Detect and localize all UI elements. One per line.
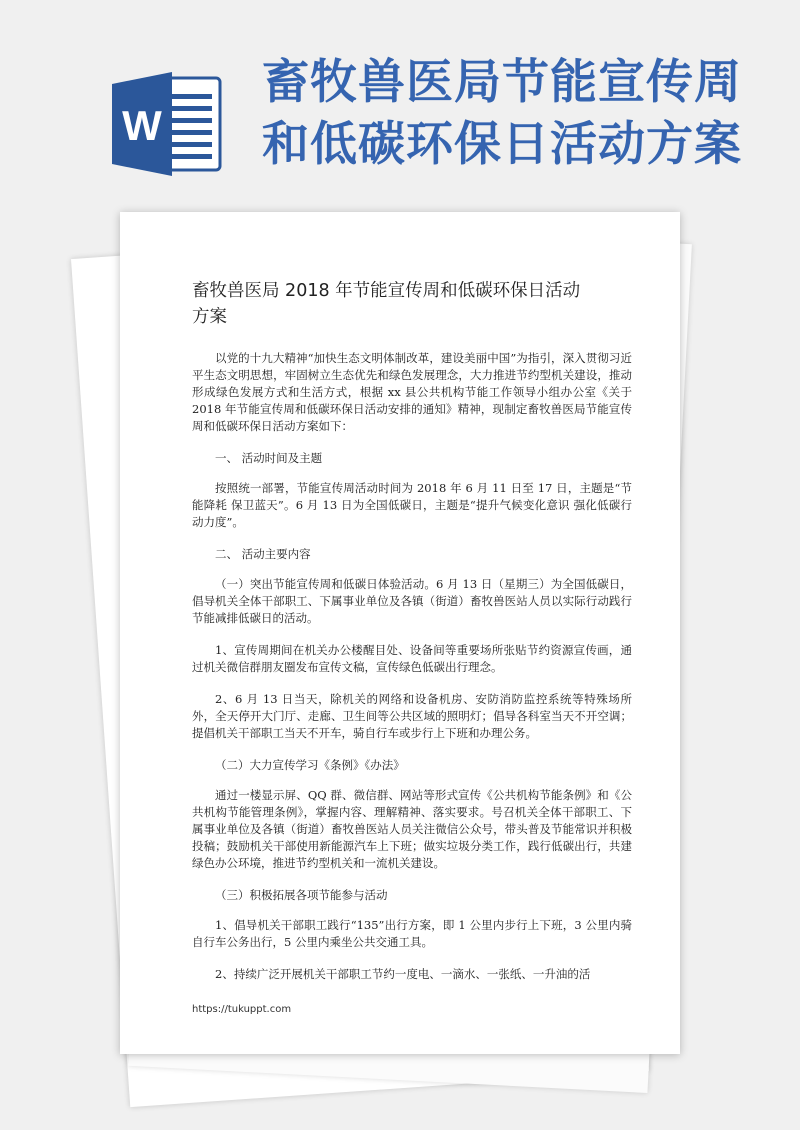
paragraph: 2、持续广泛开展机关干部职工节约一度电、一滴水、一张纸、一升油的活 xyxy=(215,967,591,981)
paragraph: （一）突出节能宣传周和低碳日体验活动。6 月 13 日（星期三）为全国低碳日，倡导机关全体干部职工、下属事业单位及各镇（街道）畜牧兽医站人员以实际行动践行节能减排低碳日的活动。 xyxy=(192,577,632,625)
word-logo-icon xyxy=(112,70,224,178)
paragraph: 通过一楼显示屏、QQ 群、微信群、网站等形式宣传《公共机构节能条例》和《公共机构节能管理条例》，掌握内容、理解精神、落实要求。号召机关全体干部职工、下属事业单位及各镇（街道）畜牧兽医站人员关注微信公众号，带头普及节能常识并积极投稿；鼓励机关干部使用新能源汽车上下班；做实垃圾分类工作，践行低碳出行，共建绿色办公环境，推进节约型机关和一流机关建设。 xyxy=(192,788,632,870)
banner-title xyxy=(262,52,792,176)
document-body xyxy=(192,350,632,983)
subsection-heading: （二）大力宣传学习《条例》《办法》 xyxy=(215,758,405,772)
document-title-line1: 畜牧兽医局 2018 年节能宣传周和低碳环保日活动 xyxy=(192,281,581,301)
banner xyxy=(0,0,800,200)
paragraph: 2、6 月 13 日当天，除机关的网络和设备机房、安防消防监控系统等特殊场所外，全天停开大门厅、走廊、卫生间等公共区域的照明灯；倡导各科室当天不开空调；提倡机关干部职工当天不开车，骑自行车或步行上下班和办理公务。 xyxy=(192,692,632,740)
word-logo-letter: W xyxy=(122,102,162,149)
paragraph: 按照统一部署，节能宣传周活动时间为 2018 年 6 月 11 日至 17 日，主题是“节能降耗 保卫蓝天”。6 月 13 日为全国低碳日，主题是“提升气候变化意识 强化低碳行动力度”。 xyxy=(192,481,632,529)
banner-title-line2: 和低碳环保日活动方案 xyxy=(262,117,742,172)
banner-title-line1: 畜牧兽医局节能宣传周 xyxy=(262,55,742,110)
section-heading: 二、 活动主要内容 xyxy=(215,547,311,561)
document-page xyxy=(120,212,680,1054)
footer-url: https://tukuppt.com xyxy=(192,1004,292,1015)
paragraph: 1、宣传周期间在机关办公楼醒目处、设备间等重要场所张贴节约资源宣传画，通过机关微信群朋友圈发布宣传文稿，宣传绿色低碳出行理念。 xyxy=(192,643,632,674)
section-heading: 一、 活动时间及主题 xyxy=(215,451,323,465)
paragraph: 1、倡导机关干部职工践行“135”出行方案，即 1 公里内步行上下班，3 公里内骑自行车公务出行，5 公里内乘坐公共交通工具。 xyxy=(192,918,632,949)
paragraph-intro: 以党的十九大精神“加快生态文明体制改革，建设美丽中国”为指引，深入贯彻习近平生态文明思想，牢固树立生态优先和绿色发展理念，大力推进节约型机关建设，推动形成绿色发展方式和生活方式，根据 xx 县公共机构节能工作领导小组办公室《关于 2018 年节能宣传周和低碳环保日活动安排的通知》精神，现制定畜牧兽医局节能宣传周和低碳环保日活动方案如下： xyxy=(192,351,632,433)
document-title xyxy=(192,278,622,330)
subsection-heading: （三）积极拓展各项节能参与活动 xyxy=(215,888,388,902)
document-title-line2: 方案 xyxy=(192,307,227,327)
